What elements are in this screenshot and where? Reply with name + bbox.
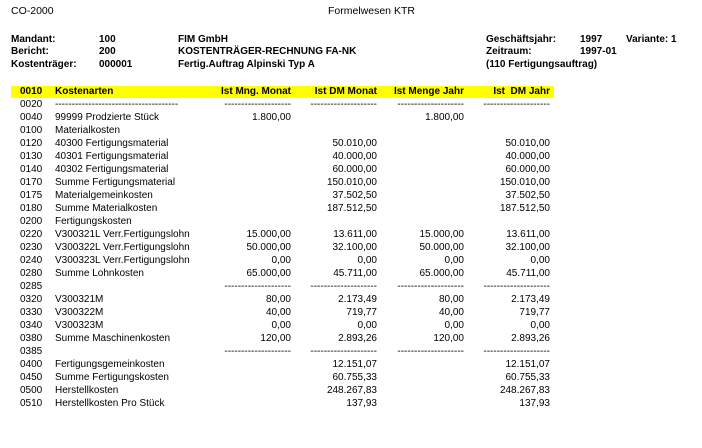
bericht-value: 200 (99, 46, 116, 57)
table-row: 0200 Fertigungskosten (20, 216, 132, 227)
table-row: 0180 Summe Materialkosten 187.512,50 187.512,50 (20, 203, 550, 214)
col-ist-dm-jahr-header: Ist DM Jahr (493, 86, 550, 97)
fertigungsauftrag-note: (110 Fertigungsauftrag) (486, 59, 598, 70)
table-row: 0120 40300 Fertigungsmaterial 50.010,00 50.010,00 (20, 138, 550, 149)
col-ist-dm-monat-header: Ist DM Monat (314, 86, 377, 97)
table-row: 0170 Summe Fertigungsmaterial 150.010,00 150.010,00 (20, 177, 550, 188)
col-ist-mng-monat-header: Ist Mng. Monat (221, 86, 291, 97)
col-ist-menge-jahr-header: Ist Menge Jahr (393, 86, 464, 97)
table-row: 0100 Materialkosten (20, 125, 121, 136)
table-row: 0130 40301 Fertigungsmaterial 40.000,00 40.000,00 (20, 151, 550, 162)
table-row: 0340 V300323M 0,00 0,00 0,00 0,00 (20, 320, 550, 331)
mandant-name: FIM GmbH (178, 34, 228, 45)
table-row: 0380 Summe Maschinenkosten 120,00 2.893,26 120,00 2.893,26 (20, 333, 550, 344)
table-row: 0240 V300323L Verr.Fertigungslohn 0,00 0,00 0,00 0,00 (20, 255, 550, 266)
table-row: 0510 Herstellkosten Pro Stück 137,93 137,93 (20, 398, 550, 409)
kostentraeger-label: Kostenträger: (11, 59, 77, 70)
table-row: 0230 V300322L Verr.Fertigungslohn 50.000,00 32.100,00 50.000,00 32.100,00 (20, 242, 550, 253)
variante-label: Variante: 1 (626, 34, 677, 45)
column-header-row (0, 86, 702, 98)
col-kostenarten-header: Kostenarten (55, 86, 114, 97)
table-row: 0220 V300321L Verr.Fertigungslohn 15.000,00 13.611,00 15.000,00 13.611,00 (20, 229, 550, 240)
bericht-label: Bericht: (11, 46, 49, 57)
col-code-header: 0010 (20, 86, 43, 97)
table-row: 0400 Fertigungsgemeinkosten 12.151,07 12.151,07 (20, 359, 550, 370)
app-code: CO-2000 (11, 5, 54, 17)
geschaeftsjahr-value: 1997 (580, 34, 603, 45)
table-row: 0285 -------------------- -------------------- -------------------- -------------------- (20, 281, 550, 292)
bericht-name: KOSTENTRÄGER-RECHNUNG FA-NK (178, 46, 357, 57)
table-row: 0140 40302 Fertigungsmaterial 60.000,00 60.000,00 (20, 164, 550, 175)
kostentraeger-name: Fertig.Auftrag Alpinski Typ A (178, 59, 315, 70)
table-row: 0280 Summe Lohnkosten 65.000,00 45.711,00 65.000,00 45.711,00 (20, 268, 550, 279)
mandant-label: Mandant: (11, 34, 56, 45)
zeitraum-value: 1997-01 (580, 46, 617, 57)
table-row: 0450 Summe Fertigungskosten 60.755,33 60.755,33 (20, 372, 550, 383)
table-row: 0500 Herstellkosten 248.267,83 248.267,83 (20, 385, 550, 396)
kostentraeger-value: 000001 (99, 59, 133, 70)
table-row: 0320 V300321M 80,00 2.173,49 80,00 2.173,49 (20, 294, 550, 305)
table-row: 0330 V300322M 40,00 719,77 40,00 719,77 (20, 307, 550, 318)
table-row: 0020 ------------------------------------- -------------------- -------------------- -------------------- -------------------- (20, 99, 550, 110)
table-row: 0040 99999 Prodzierte Stück 1.800,00 1.800,00 (20, 112, 464, 123)
title-bar (0, 0, 702, 18)
window-title: Formelwesen KTR (328, 5, 415, 17)
geschaeftsjahr-label: Geschäftsjahr: (486, 34, 557, 45)
mandant-value: 100 (99, 34, 116, 45)
zeitraum-label: Zeitraum: (486, 46, 532, 57)
table-row: 0385 -------------------- -------------------- -------------------- -------------------- (20, 346, 550, 357)
table-row: 0175 Materialgemeinkosten 37.502,50 37.502,50 (20, 190, 550, 201)
